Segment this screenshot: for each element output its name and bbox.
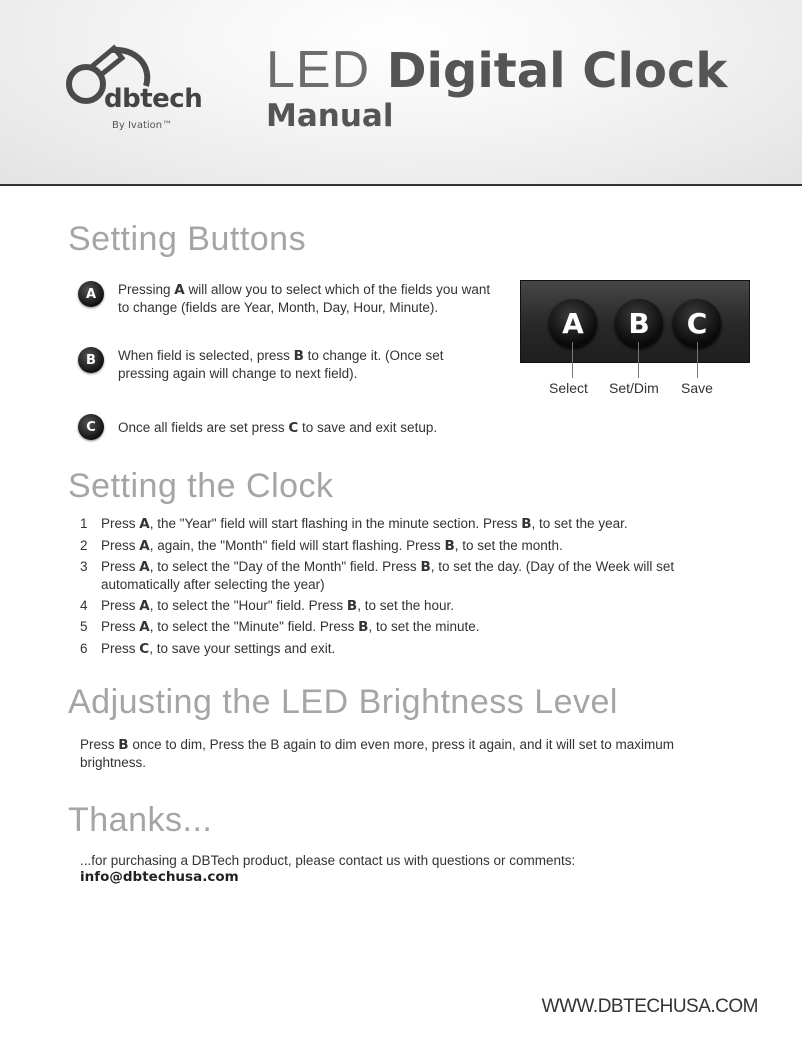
list-item: 4 Press A, to select the "Hour" field. Press B, to set the hour. bbox=[80, 597, 455, 614]
heading-thanks: Thanks... bbox=[68, 801, 213, 839]
heading-setting-buttons: Setting Buttons bbox=[68, 220, 307, 258]
page-header bbox=[0, 0, 802, 186]
button-c-text: Once all fields are set press C to save and exit setup. bbox=[118, 420, 438, 436]
pointer-line-select bbox=[572, 342, 573, 378]
panel-button-a: A bbox=[549, 299, 597, 347]
button-c-description bbox=[78, 414, 518, 440]
button-a-description bbox=[78, 281, 498, 316]
b-badge-icon: B bbox=[78, 347, 104, 373]
list-item: 3 Press A, to select the "Day of the Month" field. Press B, to set the day. (Day of the Week will set automatically after selecting the year) bbox=[80, 559, 675, 592]
label-save: Save bbox=[681, 380, 713, 396]
pointer-line-set-dim bbox=[638, 342, 639, 378]
logo-wordmark: dbtech bbox=[104, 84, 203, 114]
logo-tagline: By Ivation™ bbox=[112, 120, 173, 131]
thanks-text: ...for purchasing a DBTech product, please contact us with questions or comments: bbox=[80, 853, 576, 868]
button-panel-illustration bbox=[520, 280, 750, 363]
page-title bbox=[266, 40, 727, 101]
pointer-line-save bbox=[697, 342, 698, 378]
dbtech-logo bbox=[62, 44, 212, 136]
contact-email-link[interactable]: info@dbtechusa.com bbox=[80, 869, 239, 885]
button-b-text: When field is selected, press B to change it. (Once set pressing again will change to next field). bbox=[118, 348, 444, 381]
heading-brightness: Adjusting the LED Brightness Level bbox=[68, 683, 618, 721]
panel-button-c: C bbox=[673, 299, 721, 347]
clock-steps-list bbox=[80, 515, 740, 661]
footer-website-link[interactable]: WWW.DBTECHUSA.COM bbox=[541, 996, 758, 1017]
title-bold: Digital Clock bbox=[386, 43, 728, 99]
list-item: 2 Press A, again, the "Month" field will start flashing. Press B, to set the month. bbox=[80, 537, 563, 554]
brightness-text: Press B once to dim, Press the B again to dim even more, press it again, and it will set to maximum brightness. bbox=[80, 737, 675, 770]
list-item: 5 Press A, to select the "Minute" field. Press B, to set the minute. bbox=[80, 619, 480, 635]
list-item: 6 Press C, to save your settings and exit. bbox=[80, 640, 336, 657]
heading-setting-clock: Setting the Clock bbox=[68, 467, 334, 505]
button-b-description bbox=[78, 347, 498, 382]
list-item: 1 Press A, the "Year" field will start flashing in the minute section. Press B, to set the year. bbox=[80, 516, 628, 532]
page-subtitle: Manual bbox=[266, 98, 394, 134]
a-badge-icon: A bbox=[78, 281, 104, 307]
button-a-text: Pressing A will allow you to select which of the fields you want to change (fields are Year, Month, Day, Hour, Minute). bbox=[118, 282, 491, 315]
label-select: Select bbox=[549, 380, 588, 396]
panel-button-b: B bbox=[615, 299, 663, 347]
c-badge-icon: C bbox=[78, 414, 104, 440]
title-light: LED bbox=[266, 41, 371, 99]
label-set-dim: Set/Dim bbox=[609, 380, 659, 396]
